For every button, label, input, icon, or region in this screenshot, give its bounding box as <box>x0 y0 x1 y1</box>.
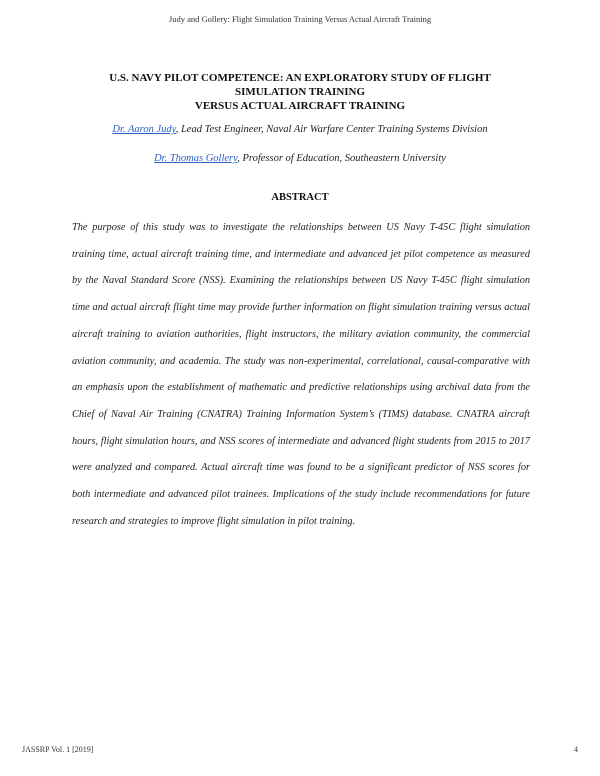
footer-journal: JASSRP Vol. 1 [2019] <box>22 745 94 754</box>
abstract-body: The purpose of this study was to investigate the relationships between US Navy T-45C flight simulation training time, actual aircraft training time, and intermediate and advanced jet pilot competence as measured by the Naval Standard Score (NSS). Examining the relationships between US Navy T-45C flight simulation time and actual aircraft flight time may provide further information on flight simulation training versus actual aircraft training to aviation authorities, flight instructors, the military aviation community, the commercial aviation community, and academia. The study was non-experimental, correlational, causal-comparative with an emphasis upon the establishment of mathematic and predictive relationships using archival data from the Chief of Naval Air Training (CNATRA) Training Information System’s (TIMS) database. CNATRA aircraft hours, flight simulation hours, and NSS scores of intermediate and advanced flight students from 2015 to 2017 were analyzed and compared. Actual aircraft time was found to be a significant predictor of NSS scores for both intermediate and advanced pilot trainees. Implications of the study include recommendations for future research and strategies to improve flight simulation in pilot training. <box>72 222 530 527</box>
paper-title <box>60 71 540 113</box>
author-link-gollery[interactable]: Dr. Thomas Gollery <box>154 153 238 164</box>
running-head: Judy and Gollery: Flight Simulation Training Versus Actual Aircraft Training <box>168 14 432 24</box>
title-line-1: U.S. NAVY PILOT COMPETENCE: AN EXPLORATORY STUDY OF FLIGHT <box>109 72 491 84</box>
title-line-3: VERSUS ACTUAL AIRCRAFT TRAINING <box>194 100 406 112</box>
title-line-2: SIMULATION TRAINING <box>234 86 366 98</box>
footer-page-number: 4 <box>574 745 578 754</box>
author-line-1 <box>0 124 600 135</box>
author-affiliation-1: , Lead Test Engineer, Naval Air Warfare Center Training Systems Division <box>175 124 488 135</box>
abstract-heading: ABSTRACT <box>271 192 329 203</box>
author-line-2 <box>0 153 600 164</box>
author-link-judy[interactable]: Dr. Aaron Judy <box>112 124 176 135</box>
author-affiliation-2: , Professor of Education, Southeastern University <box>237 153 446 164</box>
